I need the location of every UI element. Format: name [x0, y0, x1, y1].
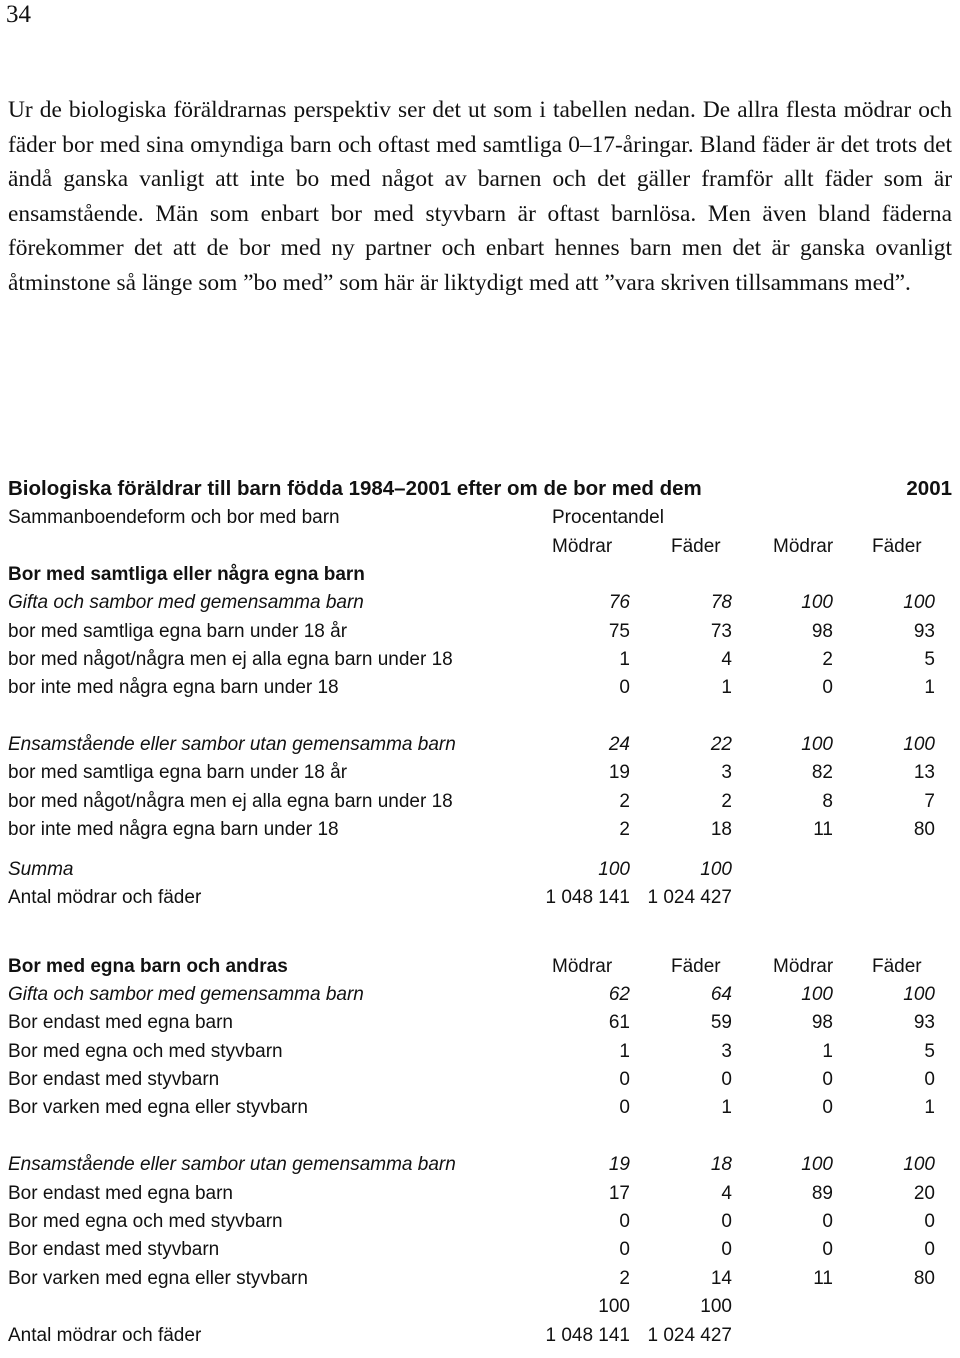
cell: 100: [903, 984, 935, 1005]
group-row: [0, 731, 960, 759]
antal-row: [0, 1322, 960, 1350]
cell: 1: [924, 677, 935, 698]
cell: 1 024 427: [647, 887, 732, 908]
page-number: 34: [6, 1, 31, 28]
cell: 1 048 141: [545, 887, 630, 908]
cell: 93: [913, 1012, 935, 1033]
cell: 0: [822, 677, 833, 698]
cell: 100: [903, 734, 935, 755]
cell: 0: [822, 1211, 833, 1232]
table-row: [0, 1094, 960, 1122]
section-heading: [0, 561, 960, 589]
cell: 82: [811, 762, 833, 783]
col-header-fader: Fäder: [671, 536, 721, 557]
cell: 20: [913, 1183, 935, 1204]
antal-label: Antal mödrar och fäder: [8, 887, 202, 908]
cell: 2: [619, 819, 630, 840]
group-row: [0, 1151, 960, 1179]
col-header-fader-pct: Fäder: [872, 536, 922, 557]
table-row: [0, 816, 960, 844]
body-paragraph: Ur de biologiska föräldrarnas perspektiv ser det ut som i tabellen nedan. De allra flesta mödrar och fäder bor med sina omyndiga barn och oftast med samtliga 0–17-åringar. Bland fäder är det trots det ändå ganska vanligt att inte bo med något av barnen och det gäller framför allt fäder som är ensamstående. Män som enbart bor med styvbarn är oftast barnlösa. Men även bland fäderna förekommer det att de bor med ny partner och enbart hennes barn men det är ganska ovanligt åtminstone så länge som ”bo med” som här är liktydigt med att ”vara skriven tillsammans med”.: [8, 97, 952, 296]
cell: 100: [801, 1154, 833, 1175]
cell: 1: [721, 1097, 732, 1118]
cell: 18: [710, 819, 732, 840]
group-label: Ensamstående eller sambor utan gemensamma barn: [8, 1154, 456, 1175]
cell: 11: [813, 819, 833, 840]
table-row: [0, 674, 960, 702]
col-header-modrar-pct: Mödrar: [773, 536, 834, 557]
cell: 100: [801, 592, 833, 613]
row-label: bor med samtliga egna barn under 18 år: [8, 621, 348, 642]
row-label: bor inte med några egna barn under 18: [8, 677, 339, 698]
cell: 100: [903, 592, 935, 613]
cell: 1 048 141: [545, 1325, 630, 1346]
cell: 78: [710, 592, 732, 613]
row-label: bor inte med några egna barn under 18: [8, 819, 339, 840]
cell: 80: [913, 819, 935, 840]
cell: 0: [619, 1097, 630, 1118]
cell: 0: [822, 1069, 833, 1090]
cell: 0: [924, 1069, 935, 1090]
cell: 0: [822, 1239, 833, 1260]
cell: 0: [721, 1211, 732, 1232]
cell: 62: [608, 984, 630, 1005]
cell: 100: [700, 859, 732, 880]
cell: 2: [619, 1268, 630, 1289]
cell: 14: [710, 1268, 732, 1289]
row-label: Bor endast med egna barn: [8, 1183, 233, 1204]
cell: 11: [813, 1268, 833, 1289]
column-header-label: Sammanboendeform och bor med barn: [8, 507, 340, 528]
cell: 19: [608, 762, 630, 783]
group-label: Gifta och sambor med gemensamma barn: [8, 592, 364, 613]
table-row: [0, 1208, 960, 1236]
row-label: Bor med egna och med styvbarn: [8, 1211, 283, 1232]
col-header-fader: Fäder: [671, 956, 721, 977]
cell: 93: [913, 621, 935, 642]
cell: 0: [619, 1069, 630, 1090]
row-label: Bor med egna och med styvbarn: [8, 1041, 283, 1062]
cell: 7: [924, 791, 935, 812]
cell: 17: [608, 1183, 630, 1204]
group-label: Gifta och sambor med gemensamma barn: [8, 984, 364, 1005]
row-label: bor med något/några men ej alla egna barn under 18: [8, 649, 453, 670]
cell: 0: [721, 1069, 732, 1090]
table-row: [0, 1038, 960, 1066]
cell: 22: [710, 734, 732, 755]
cell: 0: [619, 1211, 630, 1232]
cell: 0: [619, 1239, 630, 1260]
cell: 0: [619, 677, 630, 698]
section-heading: [0, 953, 960, 981]
cell: 0: [924, 1239, 935, 1260]
summa-row: [0, 856, 960, 884]
cell: 18: [710, 1154, 732, 1175]
cell: 98: [811, 1012, 833, 1033]
summa-label: Summa: [8, 859, 74, 880]
table-row: [0, 1180, 960, 1208]
col-header-modrar: Mödrar: [552, 956, 613, 977]
cell: 73: [710, 621, 732, 642]
cell: 0: [822, 1097, 833, 1118]
table-row: [0, 646, 960, 674]
table-row: [0, 788, 960, 816]
table-row: [0, 759, 960, 787]
row-label: Bor endast med styvbarn: [8, 1069, 220, 1090]
table-row: [0, 1265, 960, 1293]
group-row: [0, 981, 960, 1009]
cell: 1: [924, 1097, 935, 1118]
cell: 3: [721, 1041, 732, 1062]
row-label: Bor endast med egna barn: [8, 1012, 233, 1033]
row-label: Bor varken med egna eller styvbarn: [8, 1097, 308, 1118]
column-group-header: Procentandel: [552, 507, 664, 528]
row-label: Bor endast med styvbarn: [8, 1239, 220, 1260]
cell: 24: [608, 734, 630, 755]
summa-row: [0, 1293, 960, 1321]
section-heading-label: Bor med egna barn och andras: [8, 956, 288, 977]
cell: 2: [822, 649, 833, 670]
cell: 0: [924, 1211, 935, 1232]
cell: 2: [619, 791, 630, 812]
cell: 76: [608, 592, 630, 613]
cell: 13: [913, 762, 935, 783]
cell: 1: [822, 1041, 833, 1062]
cell: 75: [608, 621, 630, 642]
cell: 100: [700, 1296, 732, 1317]
section-heading-label: Bor med samtliga eller några egna barn: [8, 564, 365, 585]
cell: 100: [903, 1154, 935, 1175]
cell: 1: [619, 649, 630, 670]
cell: 89: [811, 1183, 833, 1204]
col-header-modrar: Mödrar: [552, 536, 613, 557]
table-row: [0, 618, 960, 646]
col-header-fader-pct: Fäder: [872, 956, 922, 977]
cell: 1 024 427: [647, 1325, 732, 1346]
antal-label: Antal mödrar och fäder: [8, 1325, 202, 1346]
table-header-row: [0, 504, 960, 532]
cell: 3: [721, 762, 732, 783]
cell: 5: [924, 649, 935, 670]
table-subheader-row: [0, 533, 960, 561]
table-title-year: 2001: [906, 477, 952, 500]
col-header-modrar-pct: Mödrar: [773, 956, 834, 977]
cell: 4: [721, 1183, 732, 1204]
table-title-text: Biologiska föräldrar till barn födda 1984–2001 efter om de bor med dem: [8, 477, 702, 500]
cell: 4: [721, 649, 732, 670]
cell: 2: [721, 791, 732, 812]
cell: 100: [801, 984, 833, 1005]
row-label: Bor varken med egna eller styvbarn: [8, 1268, 308, 1289]
cell: 64: [710, 984, 732, 1005]
cell: 1: [619, 1041, 630, 1062]
cell: 19: [608, 1154, 630, 1175]
cell: 80: [913, 1268, 935, 1289]
table-row: [0, 1066, 960, 1094]
table-row: [0, 1236, 960, 1264]
cell: 100: [598, 859, 630, 880]
cell: 0: [721, 1239, 732, 1260]
cell: 59: [710, 1012, 732, 1033]
antal-row: [0, 884, 960, 912]
cell: 5: [924, 1041, 935, 1062]
cell: 1: [721, 677, 732, 698]
cell: 61: [608, 1012, 630, 1033]
cell: 8: [822, 791, 833, 812]
cell: 100: [598, 1296, 630, 1317]
row-label: bor med något/några men ej alla egna barn under 18: [8, 791, 453, 812]
table-row: [0, 1009, 960, 1037]
row-label: bor med samtliga egna barn under 18 år: [8, 762, 348, 783]
cell: 98: [811, 621, 833, 642]
group-row: [0, 589, 960, 617]
group-label: Ensamstående eller sambor utan gemensamma barn: [8, 734, 456, 755]
cell: 100: [801, 734, 833, 755]
